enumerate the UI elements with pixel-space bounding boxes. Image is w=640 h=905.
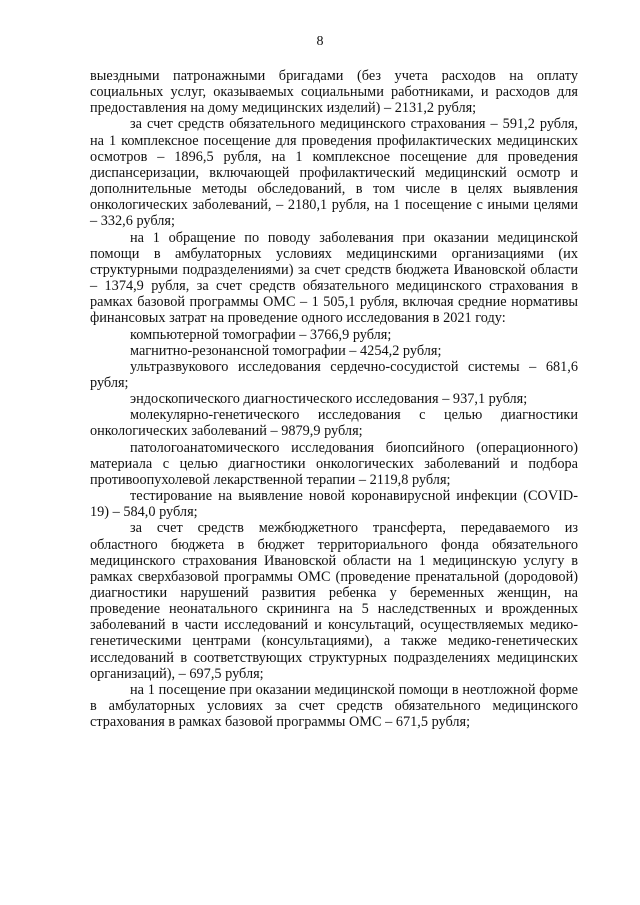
list-item-patologoanatomicheskoe: патологоанатомического исследования биопсийного (операционного) материала с целью диагностики онкологических заболеваний и подбора противоопухолевой лекарственной терапии – 2119,8 рубля;: [90, 439, 578, 488]
list-item-covid: тестирование на выявление новой коронавирусной инфекции (COVID-19) – 584,0 рубля;: [90, 488, 578, 521]
list-item-endoskopiya: эндоскопического диагностического исследования – 937,1 рубля;: [130, 391, 528, 408]
list-item-kt: компьютерной томографии – 3766,9 рубля;: [130, 326, 392, 343]
list-item-mrt: магнитно-резонансной томографии – 4254,2 рубля;: [130, 342, 442, 359]
list-item-uzi: ультразвукового исследования сердечно-сосудистой системы – 681,6 рубля;: [90, 358, 578, 391]
body-text: [90, 68, 578, 730]
paragraph-continuation: выездными патронажными бригадами (без учета расходов на оплату социальных услуг, оказываемых социальными работниками, и расходов для предоставления на дому медицинских изделий) – 2131,2 рубля;: [90, 68, 578, 117]
list-item-molekulyarno-geneticheskoe: молекулярно-генетического исследования с целью диагностики онкологических заболеваний – 9879,9 рубля;: [90, 407, 578, 440]
paragraph-neotlozhnaya: на 1 посещение при оказании медицинской помощи в неотложной форме в амбулаторных условиях за счет средств обязательного медицинского страхования в рамках базовой программы ОМС – 671,5 рубля;: [90, 681, 578, 731]
paragraph-transfert: за счет средств межбюджетного трансферта, передаваемого из областного бюджета в бюджет территориального фонда обязательного медицинского страхования Ивановской области на 1 медицинскую услугу в рамках сверхбазовой программы ОМС (проведение пренатальной (дородовой) диагностики нарушений развития ребенка у беременных женщин, на проведение неонатального скрининга на 5 наследственных и врожденных заболеваний в части исследований и консультаций, осуществляемых медико-генетическими центрами (консультациями), а также медико-генетических исследований в соответствующих структурных подразделениях медицинских организаций), – 697,5 рубля;: [90, 520, 578, 682]
paragraph-obrashchenie: на 1 обращение по поводу заболевания при оказании медицинской помощи в амбулаторных условиях медицинскими организациями (их структурными подразделениями) за счет средств бюджета Ивановской области – 1374,9 рубля, за счет средств обязательного медицинского страхования в рамках базовой программы ОМС – 1 505,1 рубля, включая средние нормативы финансовых затрат на проведение одного исследования в 2021 году:: [90, 229, 578, 327]
page-number: 8: [316, 34, 324, 49]
paragraph-oms-profilaktika: за счет средств обязательного медицинского страхования – 591,2 рубля, на 1 комплексное посещение для проведения профилактических медицинских осмотров – 1896,5 рубля, на 1 комплексное посещение для проведения диспансеризации, включающей профилактический медицинский осмотр и дополнительные методы обследований, в том числе в целях выявления онкологических заболеваний, – 2180,1 рубля, на 1 посещение с иными целями – 332,6 рубля;: [90, 116, 578, 230]
